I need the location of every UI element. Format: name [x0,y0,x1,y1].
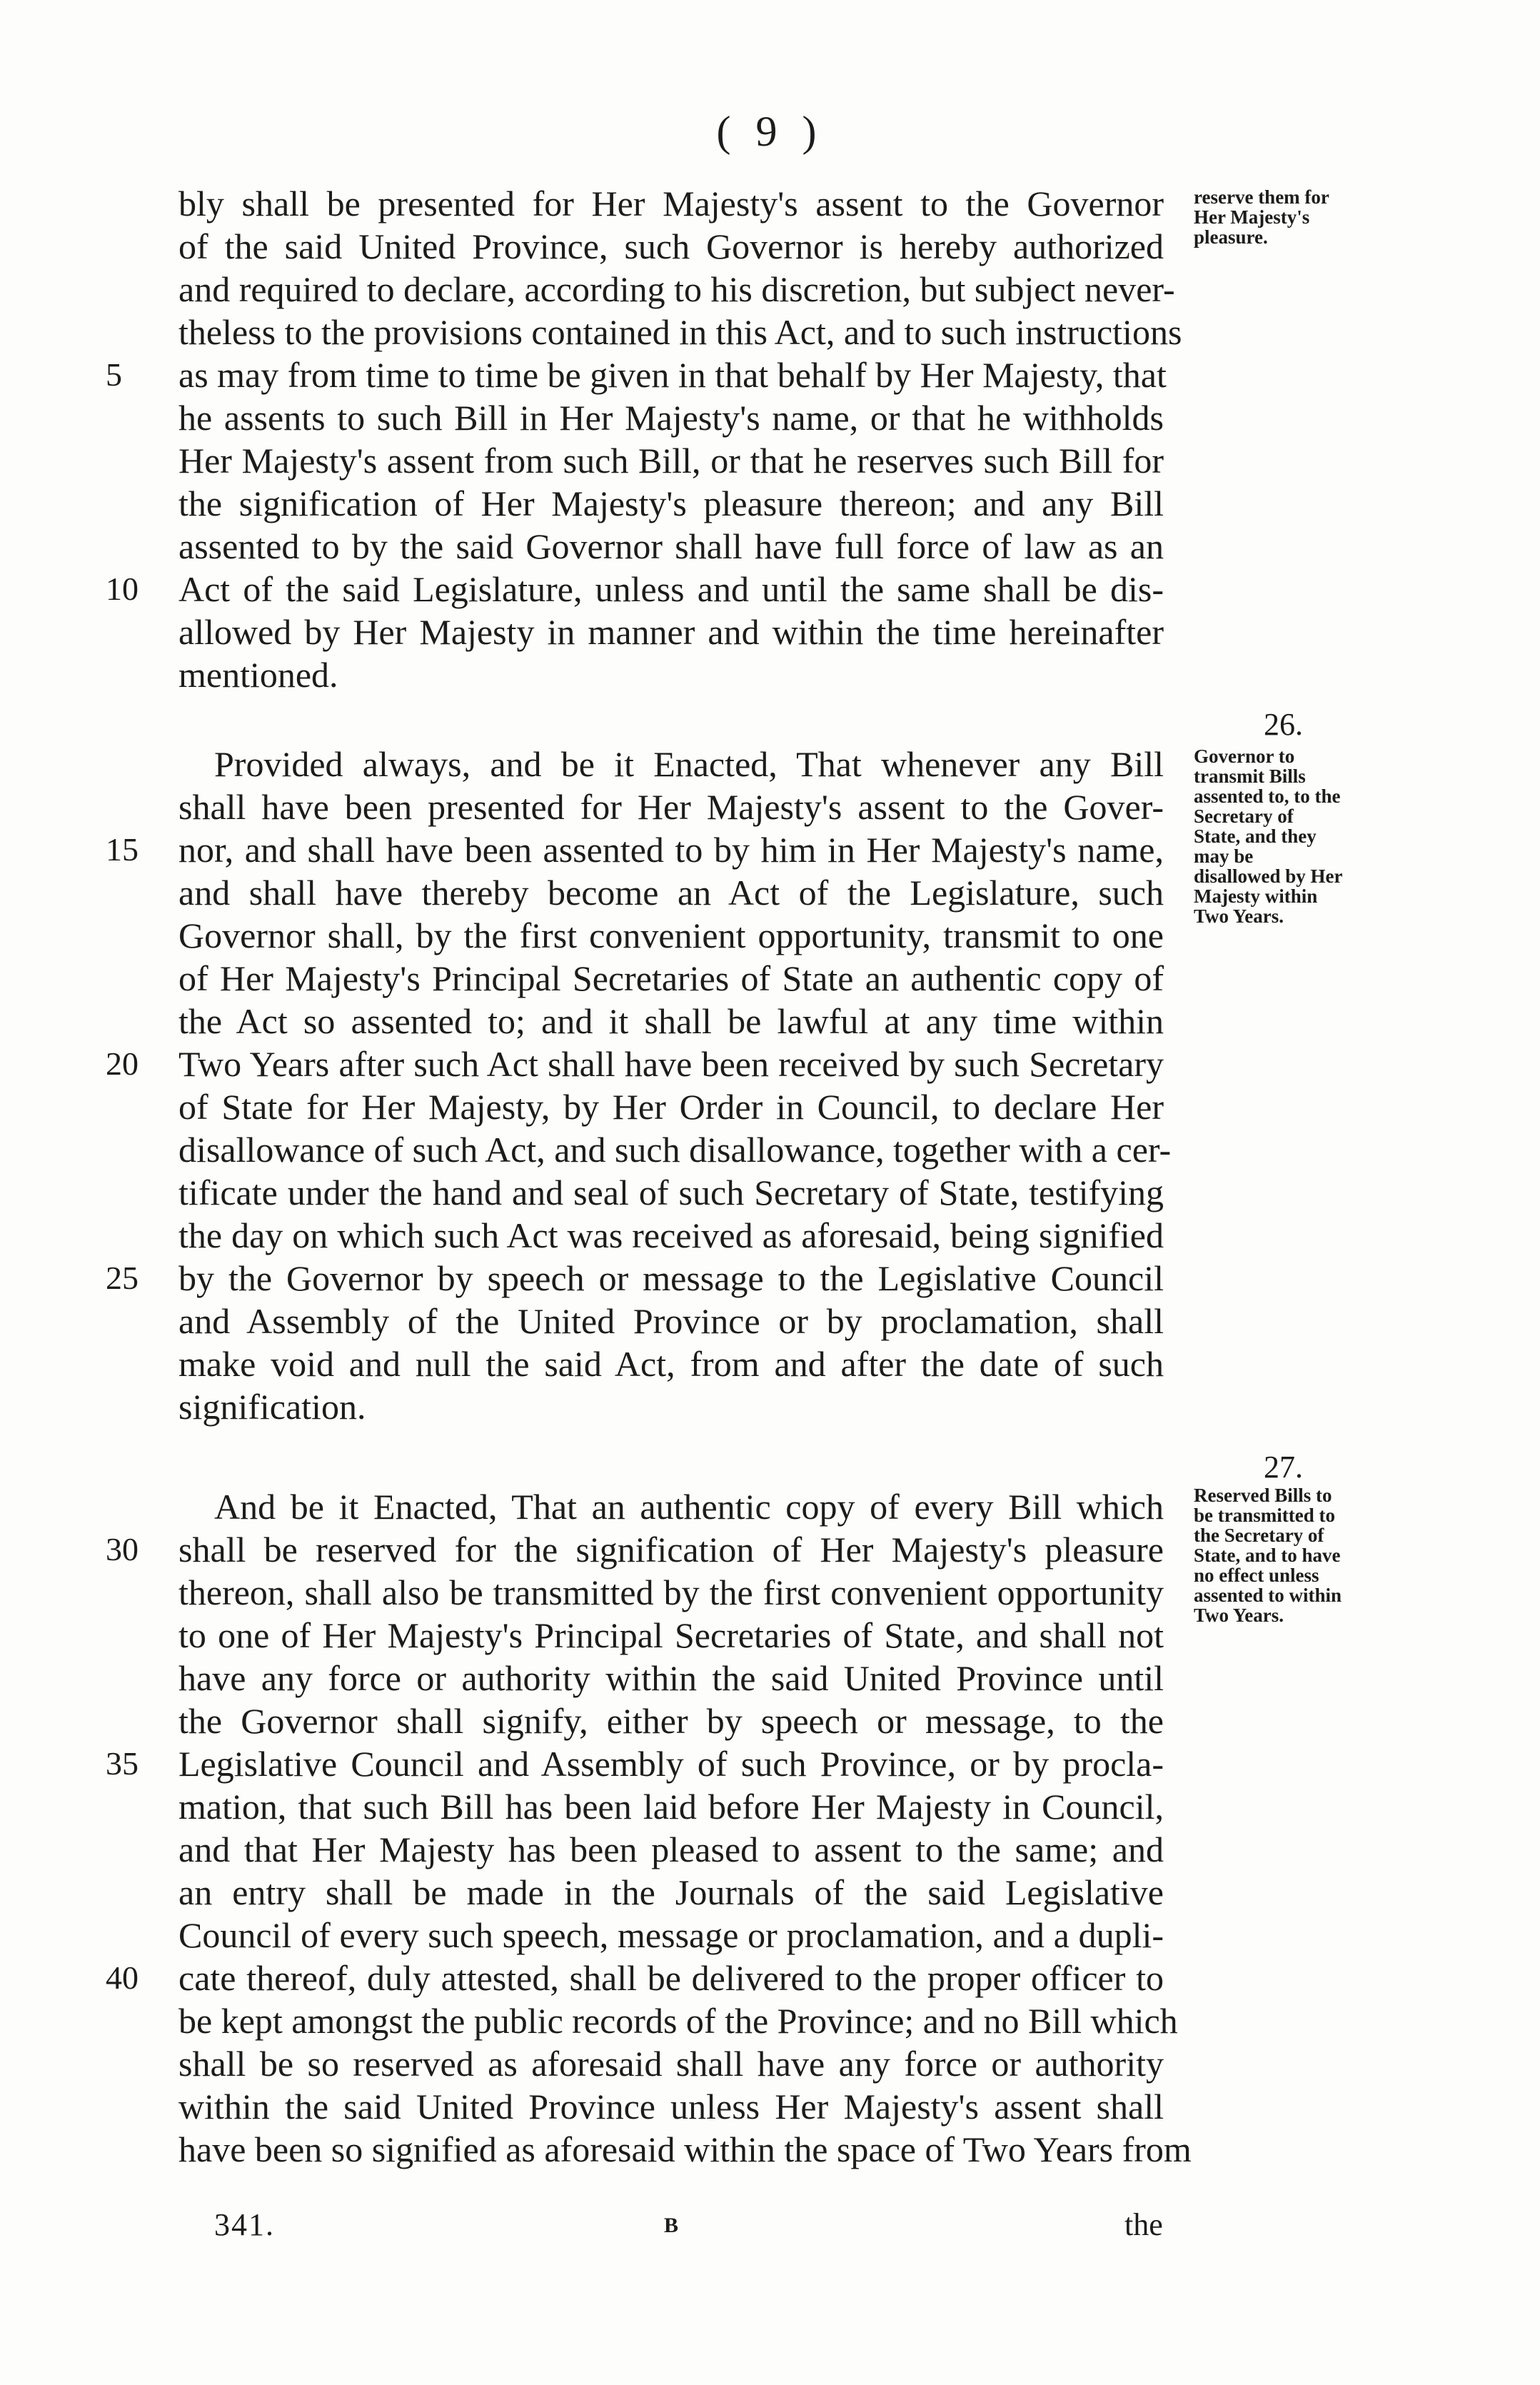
text-line: disallowance of such Act, and such disallowance, together with a cer- [178,1130,1172,1170]
line-number: 10 [106,571,139,607]
text-line: mation, that such Bill has been laid before Her Majesty in Council, [178,1787,1164,1827]
signature-mark: 341. [214,2207,275,2242]
margin-note: Reserved Bills to be transmitted to the Secretary of State, and to have no effect unless assented to within Two Years. [1194,1485,1342,1626]
text-line: nor, and shall have been assented to by him in Her Majesty's name, [178,830,1164,870]
text-line: the day on which such Act was received as aforesaid, being signified [178,1215,1164,1255]
text-line: have any force or authority within the said United Province until [178,1658,1164,1698]
text-line: have been so signified as aforesaid within the space of Two Years from [178,2129,1192,2169]
text-line: and that Her Majesty has been pleased to assent to the same; and [178,1829,1164,1869]
text-line: cate thereof, duly attested, shall be delivered to the proper officer to [178,1958,1164,1998]
text-line: Provided always, and be it Enacted, That whenever any Bill [214,744,1164,784]
text-line: tificate under the hand and seal of such Secretary of State, testifying [178,1173,1164,1212]
text-line: he assents to such Bill in Her Majesty's name, or that he withholds [178,398,1164,438]
page-number: ( 9 ) [716,108,824,155]
line-number: 30 [106,1531,139,1567]
signature-letter: B [664,2214,679,2237]
text-line: Two Years after such Act shall have been received by such Secretary [178,1044,1164,1084]
text-line: the signification of Her Majesty's pleasure thereon; and any Bill [178,483,1164,523]
text-line: of the said United Province, such Governor is hereby authorized [178,226,1164,266]
line-number: 25 [106,1260,139,1296]
margin-note: Governor to transmit Bills assented to, to the Secretary of State, and they may be disallowed by Her Majesty within Two Years. [1194,745,1343,927]
text-line: of Her Majesty's Principal Secretaries of State an authentic copy of [178,958,1164,998]
text-line: signification. [178,1387,366,1427]
line-number: 15 [106,831,139,868]
text-line: of State for Her Majesty, by Her Order in Council, to declare Her [178,1087,1164,1127]
text-line: shall have been presented for Her Majesty's assent to the Gover- [178,787,1164,827]
section-number: 26. [1264,707,1303,742]
text-line: Legislative Council and Assembly of such Province, or by procla- [178,1744,1164,1784]
text-line: within the said United Province unless Her Majesty's assent shall [178,2087,1164,2127]
text-line: the Governor shall signify, either by speech or message, to the [178,1701,1164,1741]
text-line: allowed by Her Majesty in manner and within the time hereinafter [178,612,1164,652]
section-number: 27. [1264,1450,1303,1485]
line-number: 5 [106,356,122,393]
line-number: 40 [106,1959,139,1996]
text-line: to one of Her Majesty's Principal Secretaries of State, and shall not [178,1615,1164,1655]
catchword: the [1124,2207,1163,2242]
text-line: shall be so reserved as aforesaid shall have any force or authority [178,2044,1164,2084]
text-line: by the Governor by speech or message to the Legislative Council [178,1258,1164,1298]
text-line: thereon, shall also be transmitted by the first convenient opportunity [178,1572,1164,1612]
text-line: shall be reserved for the signification of Her Majesty's pleasure [178,1530,1164,1570]
text-line: Council of every such speech, message or proclamation, and a dupli- [178,1915,1164,1955]
text-line: And be it Enacted, That an authentic copy of every Bill which [214,1487,1164,1527]
text-line: an entry shall be made in the Journals of the said Legislative [178,1872,1164,1912]
text-line: as may from time to time be given in that behalf by Her Majesty, that [178,355,1167,395]
text-line: theless to the provisions contained in this Act, and to such instructions [178,312,1182,352]
text-line: Governor shall, by the first convenient opportunity, transmit to one [178,915,1164,955]
line-number: 20 [106,1045,139,1082]
text-line: and Assembly of the United Province or by proclamation, shall [178,1301,1164,1341]
text-line: and shall have thereby become an Act of the Legislature, such [178,873,1164,913]
text-line: mentioned. [178,655,338,695]
text-line: make void and null the said Act, from and after the date of such [178,1344,1164,1384]
text-line: assented to by the said Governor shall have full force of law as an [178,526,1164,566]
text-line: Her Majesty's assent from such Bill, or that he reserves such Bill for [178,441,1164,481]
text-line: Act of the said Legislature, unless and until the same shall be dis- [178,569,1164,609]
text-line: bly shall be presented for Her Majesty's assent to the Governor [178,184,1164,224]
text-line: be kept amongst the public records of the Province; and no Bill which [178,2001,1178,2041]
line-number: 35 [106,1745,139,1782]
margin-note: reserve them for Her Majesty's pleasure. [1194,186,1329,248]
text-line: the Act so assented to; and it shall be lawful at any time within [178,1001,1164,1041]
text-line: and required to declare, according to his discretion, but subject never- [178,269,1175,309]
